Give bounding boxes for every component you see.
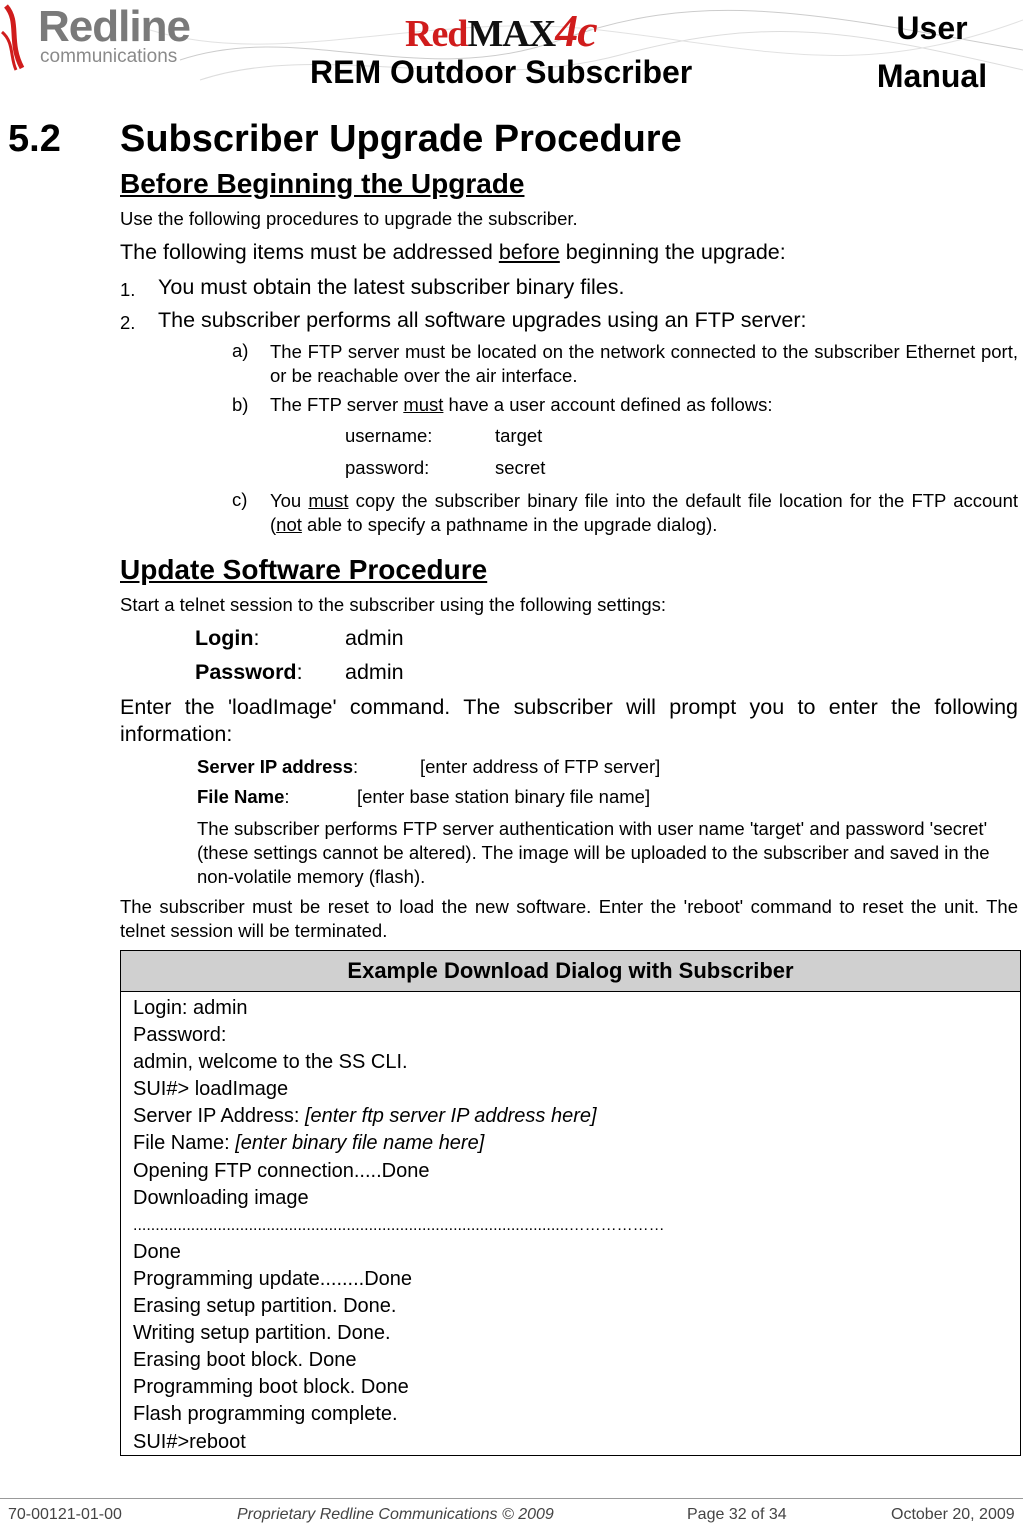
sub-b-text — [270, 394, 773, 416]
console-server-placeholder: [enter ftp server IP address here] — [304, 1105, 597, 1128]
sub-b-text-b: have a user account defined as follows: — [443, 394, 773, 415]
sub-b-text-a: The FTP server — [270, 394, 404, 415]
lead-text-b: beginning the upgrade: — [559, 240, 786, 264]
console-line — [133, 1103, 665, 1130]
file-name-label: File Name — [197, 786, 285, 807]
lead-text-before: before — [498, 240, 560, 264]
console-line: SUI#>reboot — [133, 1430, 246, 1453]
footer-divider — [0, 1498, 1023, 1499]
product-suffix: 4c — [555, 5, 597, 56]
sub-c-text-b: copy the subscriber binary file into the default file location for the FTP account ( — [270, 490, 1018, 535]
redline-logo — [6, 2, 206, 72]
console-line: admin, welcome to the SS CLI. — [133, 1051, 408, 1074]
console-line: Flash programming complete. — [133, 1403, 398, 1426]
console-line: Downloading image — [133, 1186, 309, 1209]
server-ip-prompt: Server IP address: — [197, 756, 359, 777]
sub-b-label: b) — [232, 394, 249, 415]
item1-text: You must obtain the latest subscriber binary files. — [158, 275, 625, 299]
section-title-text: Subscriber Upgrade Procedure — [120, 118, 682, 160]
file-name-prompt: File Name: — [197, 786, 290, 807]
example-dialog-box — [120, 950, 1021, 1456]
product-name-red: Red — [405, 13, 468, 55]
doc-type-line2: Manual — [876, 58, 988, 94]
console-file-placeholder: [enter binary file name here] — [235, 1132, 485, 1155]
console-line: Erasing setup partition. Done. — [133, 1295, 397, 1318]
header-subtitle: REM Outdoor Subscriber — [310, 54, 693, 90]
login-setting: Login: — [195, 626, 260, 650]
footer-doc-number: 70-00121-01-00 — [8, 1506, 122, 1523]
reset-text: The subscriber must be reset to load the new software. Enter the 'reboot' command to reset the unit. The telnet session will be terminated. — [120, 896, 1018, 941]
console-line: Password: — [133, 1024, 227, 1047]
auth-text: The subscriber performs FTP server authentication with user name 'target' and password 'secret' (these settings cannot be altered). The image will be uploaded to the subscriber and saved in the non-volatile memory (flash). — [197, 818, 990, 887]
before-heading: Before Beginning the Upgrade — [120, 168, 525, 199]
footer-date: October 20, 2009 — [891, 1506, 1015, 1523]
sub-a-label: a) — [232, 340, 249, 361]
console-output — [133, 995, 665, 1456]
console-progress-dots: ..................................................................................................……………… — [133, 1216, 665, 1234]
sub-c-label: c) — [232, 489, 248, 510]
password-setting-label: Password — [195, 660, 297, 684]
console-line — [133, 1130, 665, 1157]
sub-c-text-c: able to specify a pathname in the upgrade dialog). — [301, 514, 718, 535]
password-value: secret — [495, 457, 546, 478]
username-value: target — [495, 425, 543, 446]
server-ip-value: [enter address of FTP server] — [420, 756, 661, 777]
update-heading: Update Software Procedure — [120, 554, 488, 585]
company-sub: communications — [40, 46, 178, 67]
password-label: password: — [345, 457, 430, 478]
product-name-black: MAX — [467, 13, 556, 55]
sub-c-text — [270, 489, 1018, 537]
login-value: admin — [345, 626, 404, 650]
sub-c-text-must: must — [308, 490, 349, 511]
doc-type-line1: User — [896, 10, 968, 46]
example-dialog-title: Example Download Dialog with Subscriber — [121, 951, 1020, 992]
redline-swoosh-icon — [0, 2, 40, 72]
before-items-lead — [120, 240, 786, 265]
login-label: Login — [195, 626, 254, 650]
page-header — [0, 0, 1023, 100]
console-line: Done — [133, 1240, 181, 1263]
password-setting-value: admin — [345, 660, 404, 684]
company-name: Redline — [38, 2, 190, 51]
footer-copyright: Proprietary Redline Communications © 2009 — [237, 1506, 554, 1523]
server-ip-label: Server IP address — [197, 756, 353, 777]
section-title — [8, 118, 682, 161]
console-line: Erasing boot block. Done — [133, 1349, 357, 1372]
redmax-logo — [405, 4, 597, 57]
console-line: Programming boot block. Done — [133, 1376, 409, 1399]
console-file-label: File Name: — [133, 1132, 236, 1155]
lead-text-a: The following items must be addressed — [120, 240, 499, 264]
console-line: Opening FTP connection.....Done — [133, 1159, 430, 1182]
sub-c-text-not: not — [276, 514, 302, 535]
before-intro: Use the following procedures to upgrade the subscriber. — [120, 208, 578, 229]
sub-a-text: The FTP server must be located on the network connected to the subscriber Ethernet port, or be reachable over the air interface. — [270, 341, 1018, 386]
console-line: Login: admin — [133, 997, 248, 1019]
console-line: SUI#> loadImage — [133, 1078, 289, 1101]
console-server-label: Server IP Address: — [133, 1105, 305, 1128]
console-line: Programming update........Done — [133, 1267, 413, 1290]
footer-page: Page 32 of 34 — [687, 1506, 787, 1523]
item2-text: The subscriber performs all software upgrades using an FTP server: — [158, 308, 807, 332]
file-name-value: [enter base station binary file name] — [357, 786, 651, 807]
password-setting: Password: — [195, 660, 303, 684]
item2-number: 2. — [120, 312, 136, 333]
sub-b-text-must: must — [403, 394, 444, 415]
username-label: username: — [345, 425, 433, 446]
console-line: Writing setup partition. Done. — [133, 1322, 391, 1345]
item1-number: 1. — [120, 279, 136, 300]
enter-command-text: Enter the 'loadImage' command. The subscriber will prompt you to enter the following information: — [120, 695, 1018, 746]
update-intro: Start a telnet session to the subscriber using the following settings: — [120, 594, 667, 615]
sub-c-text-a: You — [270, 490, 309, 511]
doc-type — [862, 4, 1002, 100]
section-number: 5.2 — [8, 118, 61, 160]
